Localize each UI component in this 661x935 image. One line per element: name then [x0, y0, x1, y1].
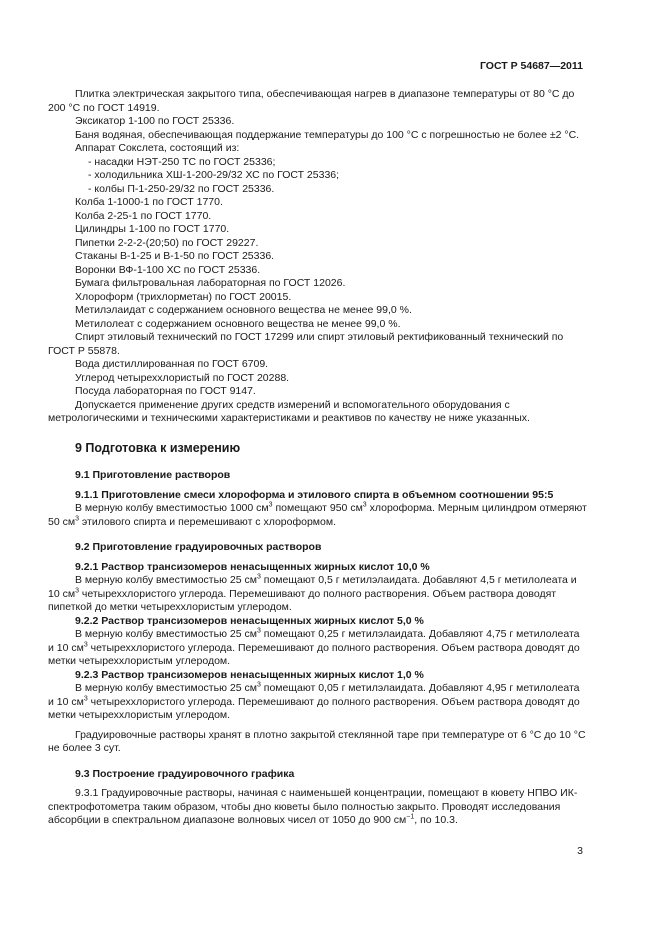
equipment-item: Метилолеат с содержанием основного вещества не менее 99,0 %. — [75, 317, 401, 330]
subsection-heading: 9.1 Приготовление растворов — [75, 469, 231, 481]
equipment-item: Аппарат Сокслета, состоящий из: — [75, 142, 240, 154]
paragraph: Градуировочные растворы хранят в плотно закрытой стеклянной таре при температуре от 6 °С до 10 °С не более 3 сут. — [48, 728, 586, 754]
document-header: ГОСТ Р 54687—2011 — [479, 60, 583, 72]
subsection-heading: 9.2 Приготовление градуировочных растворов — [75, 541, 322, 553]
clause-heading: 9.2.3 Раствор трансизомеров ненасыщенных жирных кислот 1,0 % — [75, 668, 424, 681]
equipment-item: Стаканы В-1-25 и В-1-50 по ГОСТ 25336. — [75, 250, 275, 262]
equipment-item: Метилэлаидат с содержанием основного вещества не менее 99,0 %. — [75, 304, 412, 316]
equipment-item: Пипетки 2-2-2-(20;50) по ГОСТ 29227. — [75, 236, 259, 249]
equipment-item: Баня водяная, обеспечивающая поддержание температуры до 100 °С с погрешностью не более ±2 °С. — [75, 128, 580, 141]
equipment-item: Допускается применение других средств измерений и вспомогательного оборудования с метрологическими и техническими характеристиками и реактивов по качеству не ниже указанных. — [48, 398, 530, 424]
soxhlet-part: - насадки НЭТ-250 ТС по ГОСТ 25336; — [88, 155, 276, 168]
section-heading: 9 Подготовка к измерению — [75, 440, 241, 455]
paragraph: В мерную колбу вместимостью 25 $см^3$ помещают 0,25 г метилэлаидата. Добавляют 4,75 г метилолеата и 10 $см^3$ четыреххлористого углерода. Перемешивают до полного растворения. Объем раствора доводят до метки четыреххлористым углеродом. — [48, 627, 580, 667]
equipment-item: Бумага фильтровальная лабораторная по ГОСТ 12026. — [75, 277, 346, 289]
soxhlet-part: - холодильника ХШ-1-200-29/32 ХС по ГОСТ 25336; — [88, 169, 340, 181]
clause-heading: 9.2.2 Раствор трансизомеров ненасыщенных жирных кислот 5,0 % — [75, 614, 424, 627]
equipment-item: Эксикатор 1-100 по ГОСТ 25336. — [75, 115, 235, 127]
paragraph: В мерную колбу вместимостью 1000 $см^3$ помещают 950 $см^3$ хлороформа. Мерным цилиндром отмеряют 50 $см^3$ этилового спирта и перемешивают с хлороформом. — [48, 501, 587, 528]
paragraph: 9.3.1 Градуировочные растворы, начиная с наименьшей концентрации, помещают в кювету НПВО ИК-спектрофотометра таким образом, чтобы дно кюветы было полностью закрыто. Проводят исследования абсорбции в спектральном диапазоне волновых чисел от 1050 до 900 $см^{-1}$, по 10.3. — [48, 787, 578, 826]
equipment-item: Плитка электрическая закрытого типа, обеспечивающая нагрев в диапазоне температуры от 80 °С до 200 °С по ГОСТ 14919. — [48, 88, 575, 114]
subsection-heading: 9.3 Построение градуировочного графика — [75, 767, 295, 780]
document-body — [48, 88, 588, 828]
equipment-item: Воронки ВФ-1-100 ХС по ГОСТ 25336. — [75, 263, 261, 276]
equipment-item: Спирт этиловый технический по ГОСТ 17299 или спирт этиловый ректификованный технический по ГОСТ Р 55878. — [48, 331, 564, 357]
equipment-item: Углерод четыреххлористый по ГОСТ 20288. — [75, 371, 290, 384]
equipment-item: Колба 2-25-1 по ГОСТ 1770. — [75, 209, 212, 222]
paragraph: В мерную колбу вместимостью 25 $см^3$ помещают 0,5 г метилэлаидата. Добавляют 4,5 г метилолеата и 10 $см^3$ четыреххлористого углерода. Перемешивают до полного растворения. Объем раствора доводят пипеткой до метки четыреххлористым углеродом. — [48, 573, 577, 613]
equipment-item: Хлороформ (трихлорметан) по ГОСТ 20015. — [75, 290, 292, 303]
equipment-item: Посуда лабораторная по ГОСТ 9147. — [75, 385, 256, 397]
page-number: 3 — [577, 845, 583, 857]
equipment-item: Цилиндры 1-100 по ГОСТ 1770. — [75, 223, 230, 235]
clause-heading: 9.1.1 Приготовление смеси хлороформа и этилового спирта в объемном соотношении 95:5 — [75, 488, 554, 501]
paragraph: В мерную колбу вместимостью 25 $см^3$ помещают 0,05 г метилэлаидата. Добавляют 4,95 г метилолеата и 10 $см^3$ четыреххлористого углерода. Перемешивают до полного растворения. Объем раствора доводят до метки четыреххлористым углеродом. — [48, 681, 580, 721]
soxhlet-part: - колбы П-1-250-29/32 по ГОСТ 25336. — [88, 182, 275, 195]
equipment-item: Вода дистиллированная по ГОСТ 6709. — [75, 358, 269, 370]
clause-heading: 9.2.1 Раствор трансизомеров ненасыщенных жирных кислот 10,0 % — [75, 560, 430, 573]
equipment-item: Колба 1-1000-1 по ГОСТ 1770. — [75, 196, 223, 208]
